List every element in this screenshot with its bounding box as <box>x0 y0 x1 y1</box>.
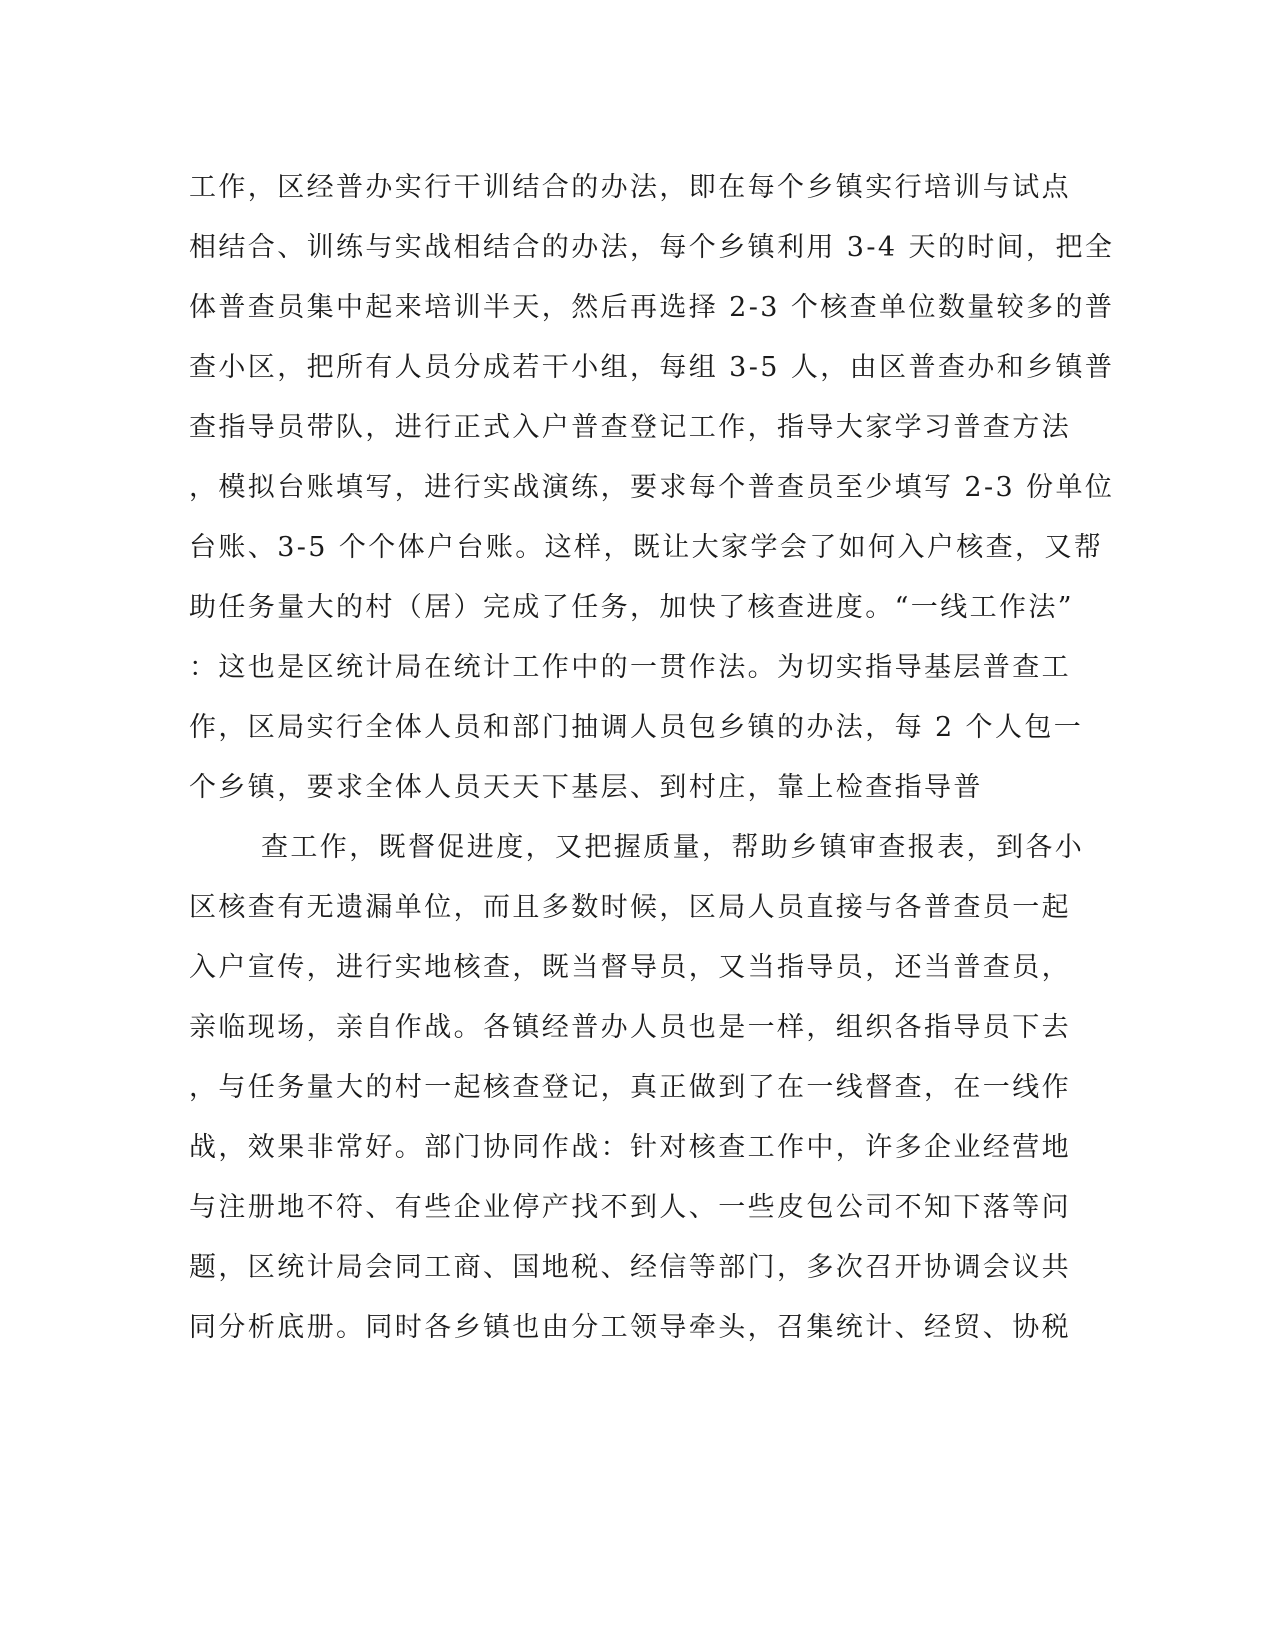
text-line: 亲临现场，亲自作战。各镇经普办人员也是一样，组织各指导员下去 <box>189 1012 1071 1043</box>
text-line: 台账、3-5 个个体户台账。这样，既让大家学会了如何入户核查，又帮 <box>189 532 1104 563</box>
text-line: 战，效果非常好。部门协同作战：针对核查工作中，许多企业经营地 <box>189 1132 1071 1163</box>
text-line: 查指导员带队，进行正式入户普查登记工作，指导大家学习普查方法 <box>189 412 1071 443</box>
text-line: 与注册地不符、有些企业停产找不到人、一些皮包公司不知下落等问 <box>189 1192 1071 1223</box>
text-line: ，与任务量大的村一起核查登记，真正做到了在一线督查，在一线作 <box>189 1072 1071 1103</box>
text-line: 作，区局实行全体人员和部门抽调人员包乡镇的办法，每 2 个人包一 <box>189 712 1084 743</box>
text-line: 个乡镇，要求全体人员天天下基层、到村庄，靠上检查指导普 <box>189 772 983 803</box>
text-line: 助任务量大的村（居）完成了任务，加快了核查进度。“一线工作法” <box>189 592 1075 623</box>
text-line: ：这也是区统计局在统计工作中的一贯作法。为切实指导基层普查工 <box>189 652 1071 683</box>
text-line: 查小区，把所有人员分成若干小组，每组 3-5 人，由区普查办和乡镇普 <box>189 352 1115 383</box>
text-line: ，模拟台账填写，进行实战演练，要求每个普查员至少填写 2-3 份单位 <box>189 472 1115 503</box>
text-line: 同分析底册。同时各乡镇也由分工领导牵头，召集统计、经贸、协税 <box>189 1312 1071 1343</box>
paragraph-first-line: 查工作，既督促进度，又把握质量，帮助乡镇审查报表，到各小 <box>261 832 1085 863</box>
text-line: 相结合、训练与实战相结合的办法，每个乡镇利用 3-4 天的时间，把全 <box>189 232 1115 263</box>
body-text <box>189 168 1115 1368</box>
text-line: 体普查员集中起来培训半天，然后再选择 2-3 个核查单位数量较多的普 <box>189 292 1115 323</box>
text-line: 题，区统计局会同工商、国地税、经信等部门，多次召开协调会议共 <box>189 1252 1071 1283</box>
text-line: 入户宣传，进行实地核查，既当督导员，又当指导员，还当普查员， <box>189 952 1071 983</box>
text-line: 工作，区经普办实行干训结合的办法，即在每个乡镇实行培训与试点 <box>189 172 1071 203</box>
text-line: 区核查有无遗漏单位，而且多数时候，区局人员直接与各普查员一起 <box>189 892 1071 923</box>
